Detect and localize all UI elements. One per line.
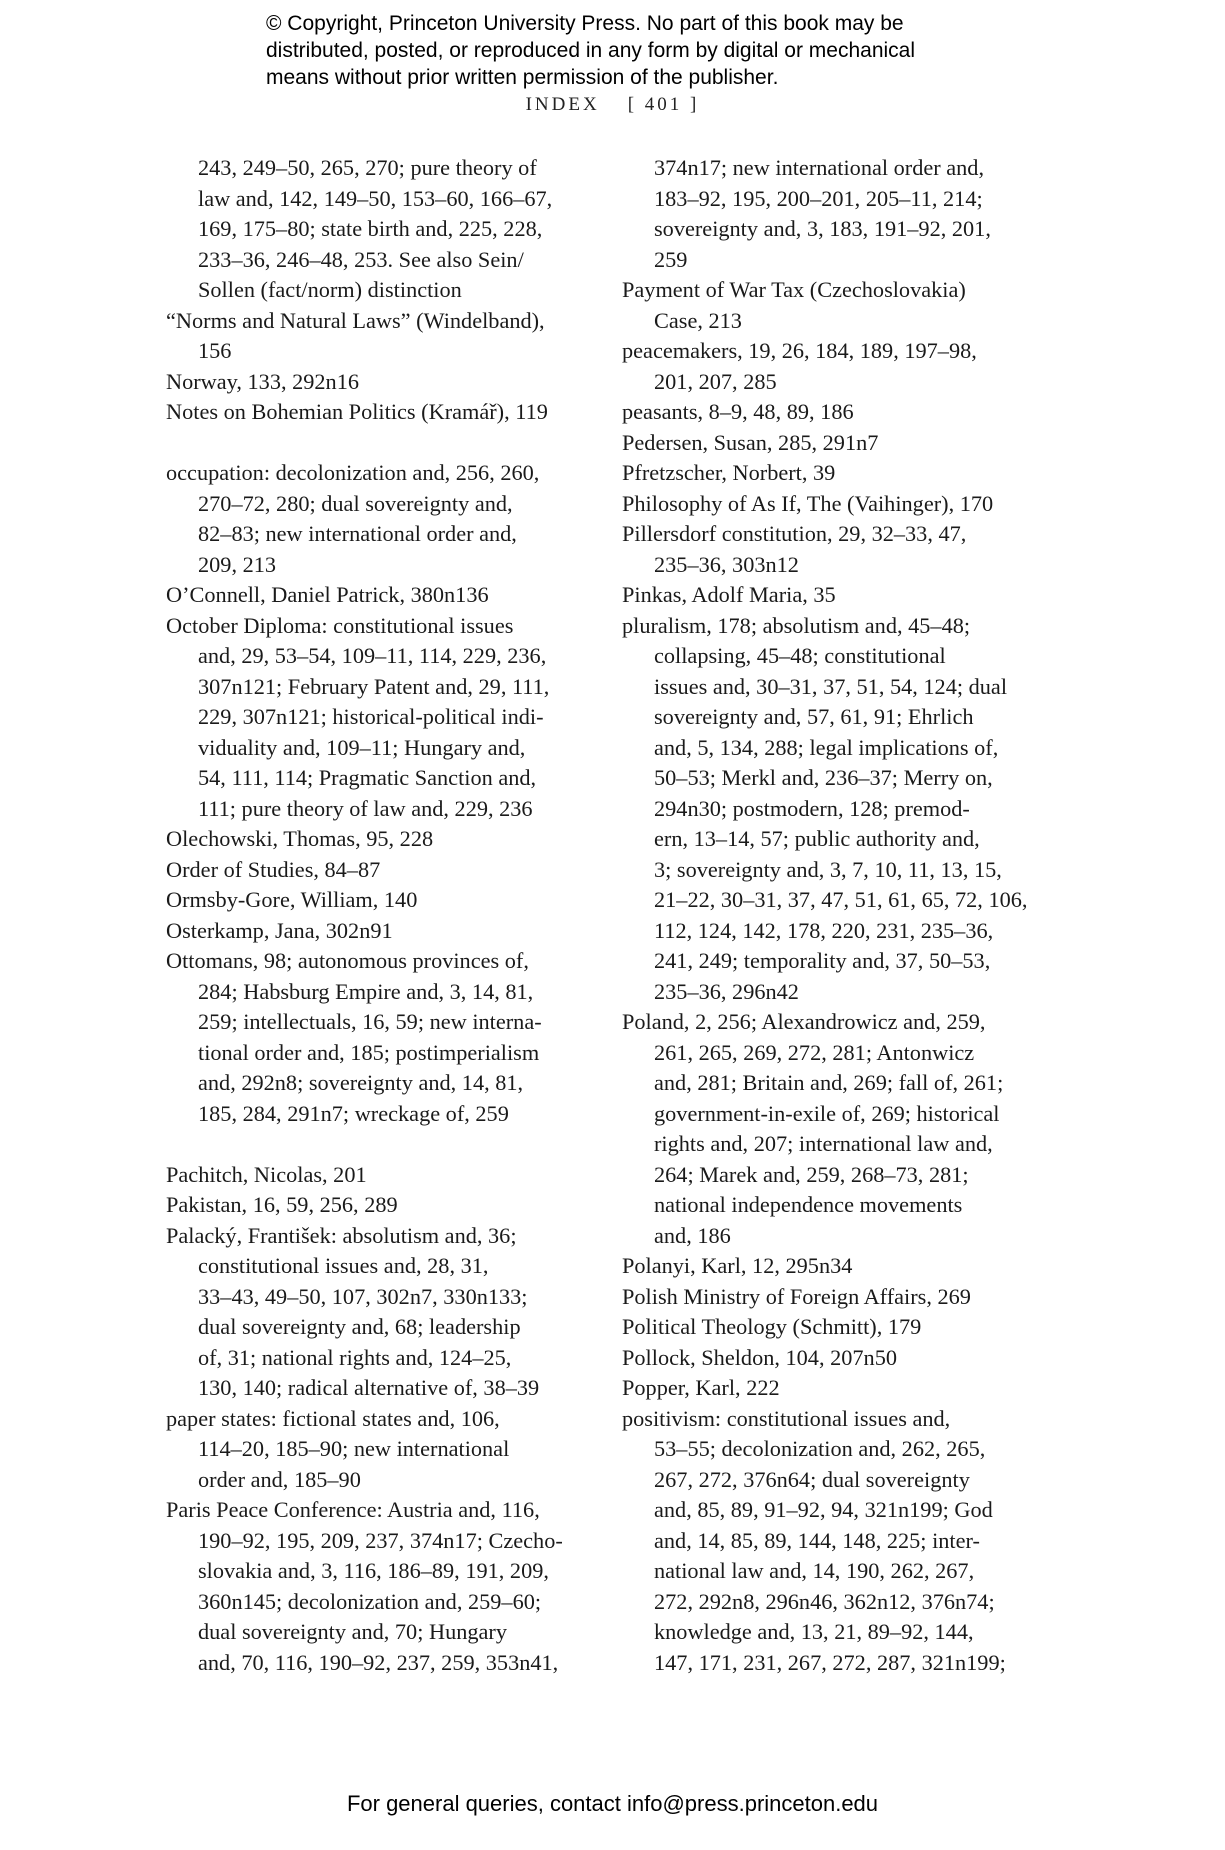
index-entry-line: national law and, 14, 190, 262, 267, (654, 1558, 975, 1583)
letter-break (166, 428, 586, 459)
index-entry-line: 235–36, 296n42 (654, 978, 799, 1004)
index-entry-line: and, 5, 134, 288; legal implications of, (654, 734, 999, 760)
index-entry-line: 50–53; Merkl and, 236–37; Merry on, (654, 765, 993, 790)
index-entry-line: issues and, 30–31, 37, 51, 54, 124; dual (654, 673, 1008, 699)
index-entry-line: Paris Peace Conference: Austria and, 116, (166, 1497, 540, 1522)
index-entry-line: 201, 207, 285 (654, 368, 777, 394)
index-entry-line: and, 281; Britain and, 269; fall of, 261; (654, 1070, 1004, 1095)
index-entry-line: Payment of War Tax (Czechoslovakia) (622, 277, 966, 302)
index-entry-line: 33–43, 49–50, 107, 302n7, 330n133; (198, 1283, 528, 1309)
index-entry-line: 147, 171, 231, 267, 272, 287, 321n199; (654, 1649, 1006, 1675)
letter-break (166, 1129, 586, 1160)
index-entry-line: peasants, 8–9, 48, 89, 186 (622, 399, 854, 424)
index-entry-line: Pedersen, Susan, 285, 291n7 (622, 429, 879, 455)
index-entry-line: 190–92, 195, 209, 237, 374n17; Czecho- (198, 1527, 563, 1553)
index-column-right (622, 153, 1042, 1678)
index-entry-line: 284; Habsburg Empire and, 3, 14, 81, (198, 978, 534, 1004)
index-entry-line: 3; sovereignty and, 3, 7, 10, 11, 13, 15, (654, 856, 1002, 882)
index-entry-line: 270–72, 280; dual sovereignty and, (198, 490, 513, 516)
index-entry-line: Order of Studies, 84–87 (166, 856, 381, 882)
index-entry-line: dual sovereignty and, 68; leadership (198, 1314, 521, 1339)
index-entry-line: Olechowski, Thomas, 95, 228 (166, 826, 434, 851)
index-entry-line: dual sovereignty and, 70; Hungary (198, 1619, 507, 1644)
index-entry-line: Osterkamp, Jana, 302n91 (166, 917, 393, 943)
index-entry-line: Pakistan, 16, 59, 256, 289 (166, 1192, 398, 1217)
index-entry-line: positivism: constitutional issues and, (622, 1405, 951, 1431)
running-head (0, 94, 1225, 116)
index-entry-line: occupation: decolonization and, 256, 260, (166, 460, 540, 485)
index-entry-line: Pfretzscher, Norbert, 39 (622, 460, 836, 485)
index-entry-line: Philosophy of As If, The (Vaihinger), 170 (622, 490, 994, 516)
index-entry-line: Ormsby-Gore, William, 140 (166, 887, 418, 912)
index-entry-line: collapsing, 45–48; constitutional (654, 643, 946, 668)
index-entry-line: 156 (198, 338, 232, 363)
index-entry-line: and, 14, 85, 89, 144, 148, 225; inter- (654, 1527, 980, 1553)
index-entry-line: Case, 213 (654, 307, 742, 333)
index-entry-line: Popper, Karl, 222 (622, 1375, 780, 1400)
index-entry-line: viduality and, 109–11; Hungary and, (198, 734, 526, 760)
index-entry-line: 233–36, 246–48, 253. See also Sein/ (198, 246, 524, 272)
index-entry-line: 111; pure theory of law and, 229, 236 (198, 795, 533, 821)
index-entry-line: constitutional issues and, 28, 31, (198, 1253, 489, 1278)
index-entry-line: 185, 284, 291n7; wreckage of, 259 (198, 1100, 509, 1126)
index-entry-line: 243, 249–50, 265, 270; pure theory of (198, 155, 537, 180)
index-entry-line: 307n121; February Patent and, 29, 111, (198, 673, 550, 699)
index-entry-line: 264; Marek and, 259, 268–73, 281; (654, 1161, 969, 1187)
index-entry-line: 82–83; new international order and, (198, 521, 517, 546)
index-entry-line: Notes on Bohemian Politics (Kramář), 119 (166, 399, 548, 424)
index-entry-line: Pinkas, Adolf Maria, 35 (622, 582, 836, 607)
page-number: [ 401 ] (627, 94, 700, 115)
index-entry-line: 53–55; decolonization and, 262, 265, (654, 1436, 986, 1461)
index-entry-line: government-in-exile of, 269; historical (654, 1100, 1000, 1126)
index-entry-line: and, 29, 53–54, 109–11, 114, 229, 236, (198, 643, 547, 668)
index-entry-line: 169, 175–80; state birth and, 225, 228, (198, 216, 543, 241)
index-entry-line: Polish Ministry of Foreign Affairs, 269 (622, 1283, 971, 1309)
index-entry-line: Norway, 133, 292n16 (166, 368, 360, 394)
index-entry-line: ern, 13–14, 57; public authority and, (654, 826, 980, 851)
index-entry-line: 130, 140; radical alternative of, 38–39 (198, 1375, 540, 1400)
index-entry-line: Polanyi, Karl, 12, 295n34 (622, 1253, 853, 1278)
index-entry-line: 241, 249; temporality and, 37, 50–53, (654, 948, 991, 973)
index-entry-line: 259; intellectuals, 16, 59; new interna- (198, 1009, 542, 1034)
index-entry-line: national independence movements (654, 1192, 963, 1217)
index-column-left (166, 153, 586, 1678)
index-entry-line: 360n145; decolonization and, 259–60; (198, 1588, 542, 1614)
index-entry-line: 54, 111, 114; Pragmatic Sanction and, (198, 765, 537, 790)
index-entry-line: paper states: fictional states and, 106, (166, 1405, 500, 1431)
index-entry-line: and, 186 (654, 1222, 731, 1248)
index-entry-line: October Diploma: constitutional issues (166, 612, 514, 638)
index-entry-line: 259 (654, 246, 688, 272)
copyright-line: distributed, posted, or reproduced in any form by digital or mechanical (266, 39, 916, 62)
index-entry-line: Palacký, František: absolutism and, 36; (166, 1222, 517, 1248)
index-entry-line: slovakia and, 3, 116, 186–89, 191, 209, (198, 1558, 549, 1583)
index-entry-line: rights and, 207; international law and, (654, 1131, 993, 1156)
index-entry-line: 235–36, 303n12 (654, 551, 799, 577)
copyright-notice (266, 10, 1066, 91)
index-entry-line: sovereignty and, 57, 61, 91; Ehrlich (654, 704, 974, 729)
footer-contact: For general queries, contact info@press.princeton.edu (346, 1791, 879, 1816)
index-entry-line: law and, 142, 149–50, 153–60, 166–67, (198, 185, 553, 211)
index-entry-line: and, 70, 116, 190–92, 237, 259, 353n41, (198, 1649, 559, 1675)
index-entry-line: knowledge and, 13, 21, 89–92, 144, (654, 1619, 974, 1644)
index-entry-line: 374n17; new international order and, (654, 155, 985, 180)
index-entry-line: 267, 272, 376n64; dual sovereignty (654, 1466, 970, 1492)
index-entry-line: sovereignty and, 3, 183, 191–92, 201, (654, 216, 991, 241)
index-entry-line: 261, 265, 269, 272, 281; Antonwicz (654, 1039, 975, 1065)
index-entry-line: 183–92, 195, 200–201, 205–11, 214; (654, 185, 983, 211)
index-entry-line: peacemakers, 19, 26, 184, 189, 197–98, (622, 338, 977, 363)
index-entry-line: order and, 185–90 (198, 1466, 361, 1492)
index-entry-line: of, 31; national rights and, 124–25, (198, 1344, 512, 1370)
copyright-line: © Copyright, Princeton University Press. No part of this book may be (266, 12, 904, 35)
index-entry-line: 272, 292n8, 296n46, 362n12, 376n74; (654, 1588, 995, 1614)
copyright-line: means without prior written permission of the publisher. (266, 66, 779, 89)
index-entry-line: Ottomans, 98; autonomous provinces of, (166, 948, 529, 973)
index-entry-line: 114–20, 185–90; new international (198, 1436, 510, 1461)
index-entry-line: “Norms and Natural Laws” (Windelband), (166, 307, 545, 333)
index-entry-line: Pachitch, Nicolas, 201 (166, 1161, 367, 1187)
index-entry-line: tional order and, 185; postimperialism (198, 1039, 540, 1065)
index-entry-line: 112, 124, 142, 178, 220, 231, 235–36, (654, 917, 994, 943)
running-title: INDEX (525, 94, 600, 115)
index-entry-line: Political Theology (Schmitt), 179 (622, 1314, 922, 1339)
index-entry-line: 294n30; postmodern, 128; premod- (654, 795, 970, 821)
index-entry-line: and, 85, 89, 91–92, 94, 321n199; God (654, 1497, 993, 1522)
index-entry-line: 21–22, 30–31, 37, 47, 51, 61, 65, 72, 106, (654, 887, 1028, 912)
index-entry-line: 229, 307n121; historical-political indi- (198, 704, 544, 729)
index-entry-line: 209, 213 (198, 551, 277, 577)
index-entry-line: Poland, 2, 256; Alexandrowicz and, 259, (622, 1009, 986, 1034)
index-entry-line: and, 292n8; sovereignty and, 14, 81, (198, 1070, 524, 1095)
index-entry-line: Pollock, Sheldon, 104, 207n50 (622, 1344, 897, 1370)
index-entry-line: Pillersdorf constitution, 29, 32–33, 47, (622, 521, 967, 546)
index-entry-line: Sollen (fact/norm) distinction (198, 277, 462, 302)
index-entry-line: O’Connell, Daniel Patrick, 380n136 (166, 582, 489, 607)
index-entry-line: pluralism, 178; absolutism and, 45–48; (622, 612, 971, 638)
